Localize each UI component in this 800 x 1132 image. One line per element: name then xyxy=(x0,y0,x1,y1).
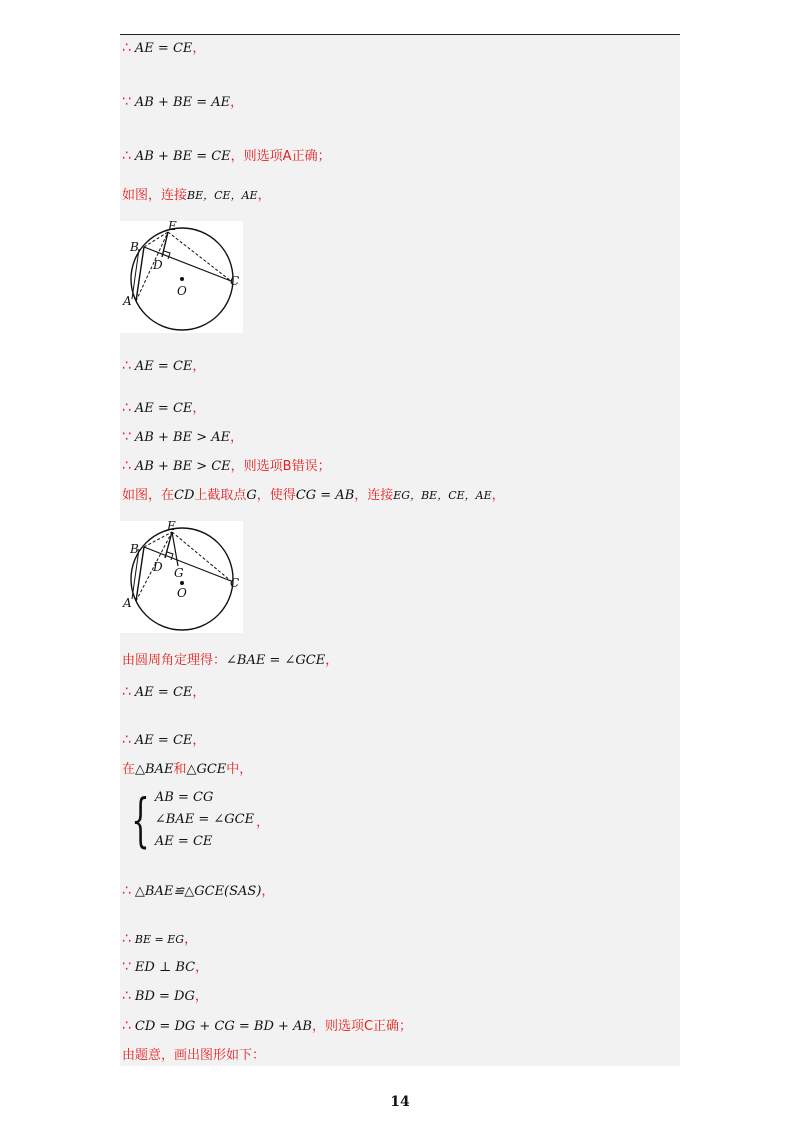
label-B: B xyxy=(130,240,139,254)
circle-figure-1 xyxy=(120,221,243,333)
label-B: B xyxy=(130,542,139,556)
step-line-2: ∵ AB + BE = AE， xyxy=(122,94,244,110)
step-line-16: ∵ ED ⊥ BC， xyxy=(122,959,209,975)
solution-body xyxy=(120,35,680,1066)
step-line-19: 由题意，画出图形如下： xyxy=(122,1048,266,1063)
label-A: A xyxy=(123,596,132,610)
step-line-7: ∵ AB + BE > AE， xyxy=(122,429,244,445)
left-brace: { xyxy=(131,786,150,854)
step-line-4: 如图，连接BE，CE，AE， xyxy=(122,188,271,203)
page-number: 14 xyxy=(390,1094,410,1110)
label-E: E xyxy=(167,521,176,533)
label-E: E xyxy=(168,221,177,233)
label-D: D xyxy=(153,258,163,272)
step-line-15: ∴ BE = EG， xyxy=(122,931,198,947)
equation-system: { AB = CG ∠BAE = ∠GCE AE = CE ， xyxy=(131,786,270,854)
step-line-6: ∴ AE = CE， xyxy=(122,400,206,416)
step-line-11: ∴ AE = CE， xyxy=(122,684,206,700)
step-line-9: 如图，在CD上截取点G，使得CG = AB，连接EG，BE，CE，AE， xyxy=(122,488,505,503)
label-G: G xyxy=(174,566,184,580)
step-line-14: ∴ △BAE≌△GCE(SAS)， xyxy=(122,883,275,899)
step-line-12: ∴ AE = CE， xyxy=(122,732,206,748)
system-row-1: AB = CG xyxy=(154,790,214,805)
label-C: C xyxy=(230,274,240,288)
step-line-17: ∴ BD = DG， xyxy=(122,988,208,1004)
system-row-2: ∠BAE = ∠GCE xyxy=(154,812,255,827)
step-line-1: ∴ AE = CE， xyxy=(122,40,206,56)
label-D: D xyxy=(153,560,163,574)
label-C: C xyxy=(230,576,240,590)
step-line-10: 由圆周角定理得：∠BAE = ∠GCE， xyxy=(122,653,339,668)
step-line-13: 在△BAE和△GCE中， xyxy=(122,762,253,777)
step-line-3: ∴ AB + BE = CE，则选项A正确； xyxy=(122,148,331,164)
label-O: O xyxy=(177,284,187,298)
circle-figure-2 xyxy=(120,521,243,633)
label-A: A xyxy=(123,294,132,308)
step-line-18: ∴ CD = DG + CG = BD + AB，则选项C正确； xyxy=(122,1018,413,1034)
step-line-8: ∴ AB + BE > CE，则选项B错误； xyxy=(122,458,331,474)
step-line-5: ∴ AE = CE， xyxy=(122,358,206,374)
label-O: O xyxy=(177,586,187,600)
system-row-3: AE = CE xyxy=(154,834,213,849)
